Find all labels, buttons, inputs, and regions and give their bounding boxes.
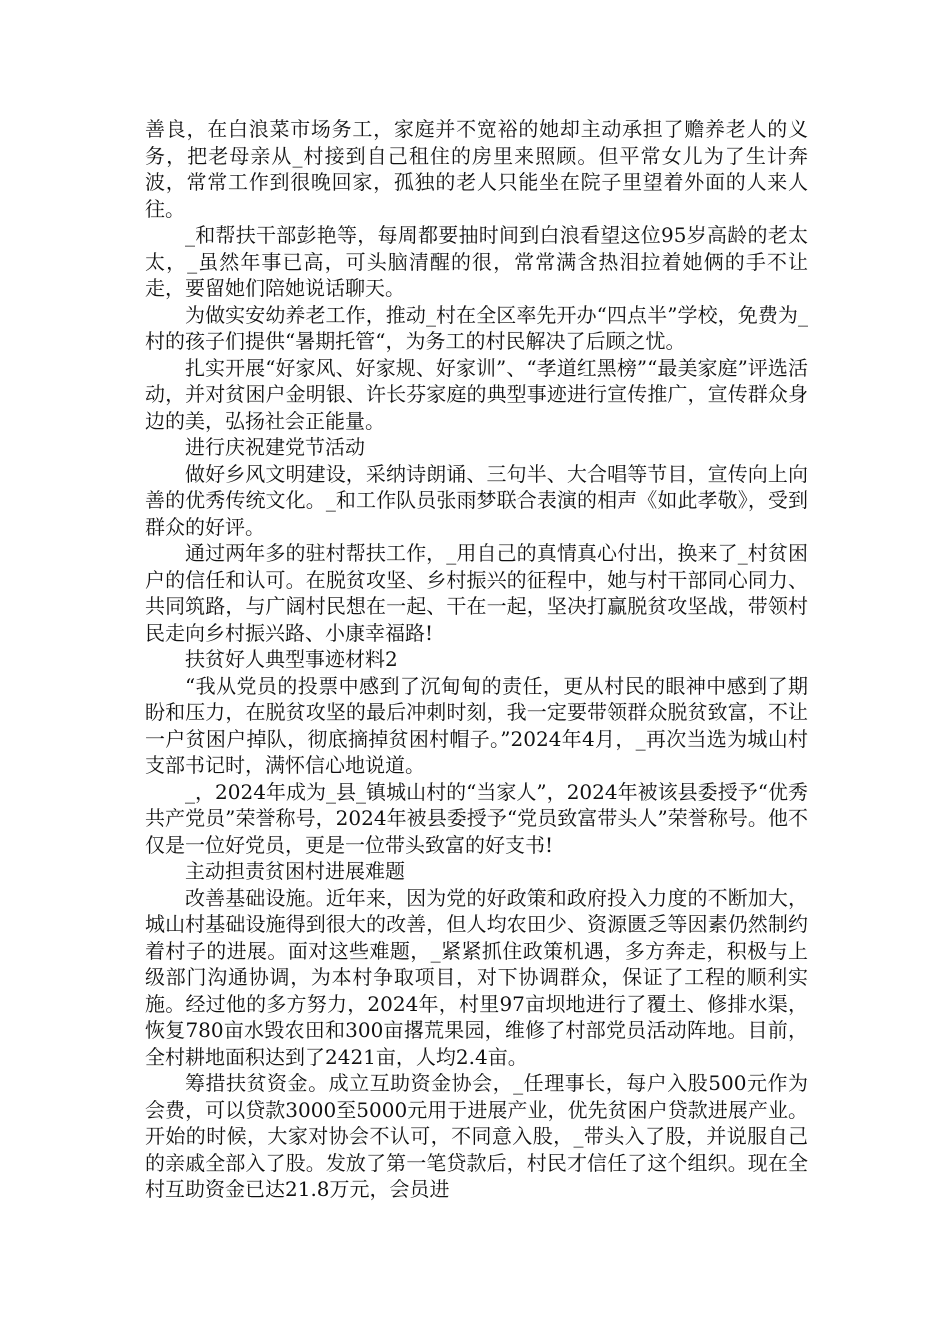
document-body [145, 116, 808, 1203]
paragraph-1: 善良，在白浪菜市场务工，家庭并不宽裕的她却主动承担了赡养老人的义务，把老母亲从_村接到自己租住的房里来照顾。但平常女儿为了生计奔波，常常工作到很晚回家，孤独的老人只能坐在院子里望着外面的人来人往。 [145, 117, 808, 221]
paragraph-7: “我从党员的投票中感到了沉甸甸的责任，更从村民的眼神中感到了期盼和压力，在脱贫攻坚的最后冲刺时刻，我一定要带领群众脱贫致富，不让一户贫困户掉队，彻底摘掉贫困村帽子。”2024年4月，_再次当选为城山村支部书记时，满怀信心地说道。 [145, 673, 808, 777]
paragraph-9: 改善基础设施。近年来，因为党的好政策和政府投入力度的不断加大，城山村基础设施得到很大的改善，但人均农田少、资源匮乏等因素仍然制约着村子的进展。面对这些难题，_紧紧抓住政策机遇，多方奔走，积极与上级部门沟通协调，为本村争取项目，对下协调群众，保证了工程的顺利实施。经过他的多方努力，2024年，村里97亩坝地进行了覆土、修排水渠，恢复780亩水毁农田和300亩撂荒果园，维修了村部党员活动阵地。目前，全村耕地面积达到了2421亩，人均2.4亩。 [145, 885, 808, 1069]
section-heading-party-day: 进行庆祝建党节活动 [185, 435, 365, 459]
paragraph-3: 为做实安幼养老工作，推动_村在全区率先开办“四点半”学校，免费为_村的孩子们提供“暑期托管“，为务工的村民解决了后顾之忧。 [145, 302, 808, 353]
paragraph-5: 做好乡风文明建设，采纳诗朗诵、三句半、大合唱等节目，宣传向上向善的优秀传统文化。_和工作队员张雨梦联合表演的相声《如此孝敬》，受到群众的好评。 [145, 461, 808, 539]
section-heading-material-2: 扶贫好人典型事迹材料2 [185, 647, 398, 671]
paragraph-4: 扎实开展“好家风、好家规、好家训”、“孝道红黑榜”“最美家庭”评选活动，并对贫困户金明银、许长芬家庭的典型事迹进行宣传推广，宣传群众身边的美，弘扬社会正能量。 [145, 355, 808, 433]
section-heading-responsibility: 主动担责贫困村进展难题 [185, 859, 405, 883]
paragraph-6: 通过两年多的驻村帮扶工作，_用自己的真情真心付出，换来了_村贫困户的信任和认可。在脱贫攻坚、乡村振兴的征程中，她与村干部同心同力、共同筑路，与广阔村民想在一起、干在一起，坚决打赢脱贫攻坚战，带领村民走向乡村振兴路、小康幸福路! [145, 541, 808, 645]
paragraph-8: _，2024年成为_县_镇城山村的“当家人”，2024年被该县委授予“优秀共产党员”荣誉称号，2024年被县委授予“党员致富带头人”荣誉称号。他不仅是一位好党员，更是一位带头致富的好支书! [145, 779, 808, 857]
paragraph-2: _和帮扶干部彭艳等，每周都要抽时间到白浪看望这位95岁高龄的老太太，_虽然年事已高，可头脑清醒的很，常常满含热泪拉着她俩的手不让走，要留她们陪她说话聊天。 [145, 223, 808, 300]
paragraph-10: 筹措扶贫资金。成立互助资金协会，_任理事长，每户入股500元作为会费，可以贷款3000至5000元用于进展产业，优先贫困户贷款进展产业。开始的时候，大家对协会不认可，不同意入股，_带头入了股，并说服自己的亲戚全部入了股。发放了第一笔贷款后，村民才信任了这个组织。现在全村互助资金已达21.8万元，会员进 [145, 1071, 808, 1201]
